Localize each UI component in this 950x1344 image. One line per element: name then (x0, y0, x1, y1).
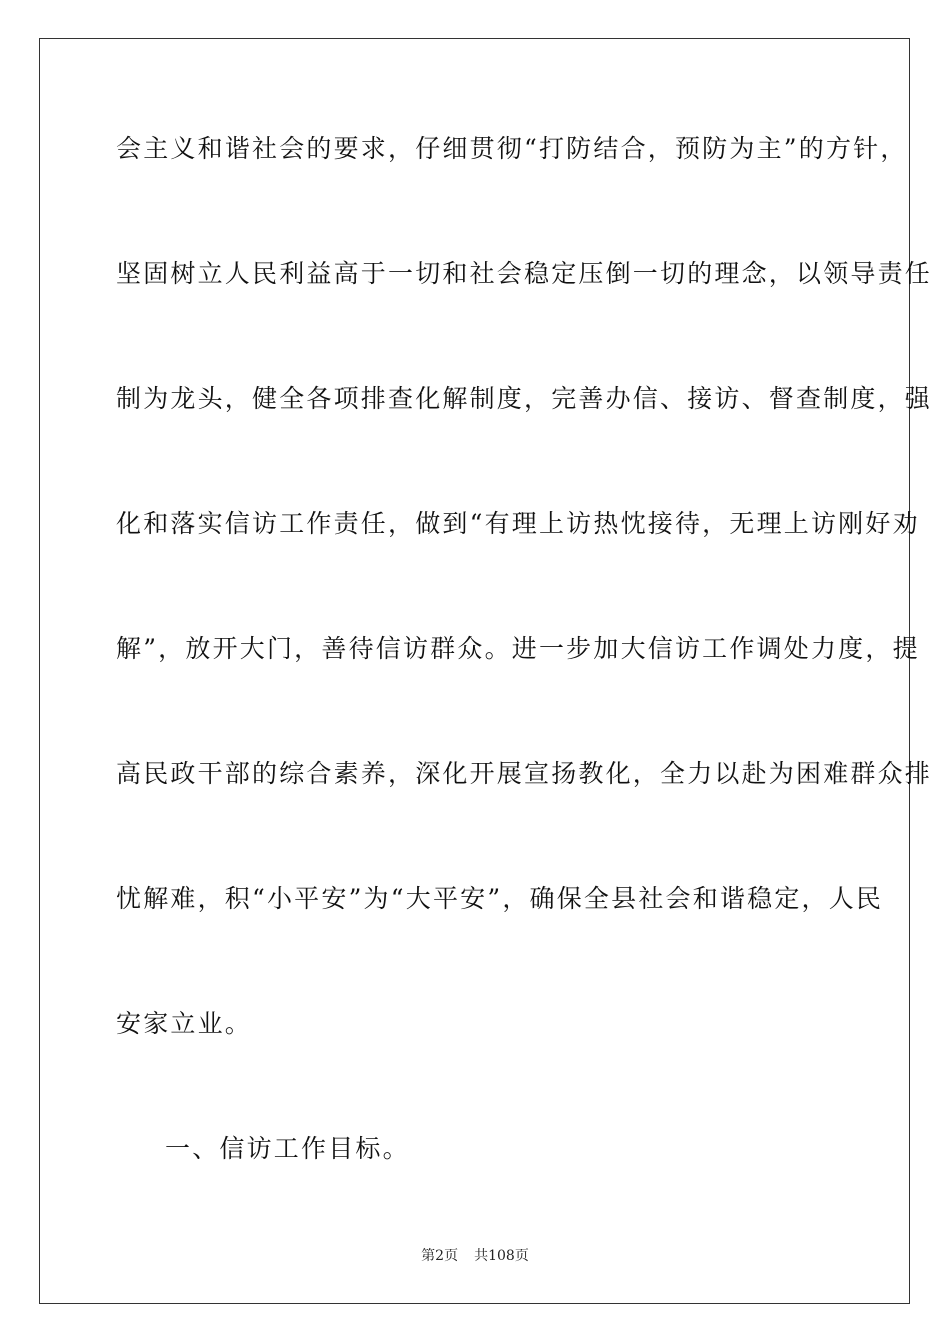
body-text-line: 忧解难，积“小平安”为“大平安”，确保全县社会和谐稳定，人民 (116, 884, 884, 913)
body-text-line: 制为龙头，健全各项排查化解制度，完善办信、接访、督查制度，强 (116, 384, 933, 413)
section-heading: 一、信访工作目标。 (165, 1134, 410, 1163)
body-text-line: 高民政干部的综合素养，深化开展宣扬教化，全力以赴为困难群众排 (116, 759, 933, 788)
page-total: 共108页 (474, 1248, 529, 1264)
page-number: 第2页 (421, 1248, 459, 1264)
page-border (39, 38, 933, 1304)
body-text-line: 化和落实信访工作责任，做到“有理上访热忱接待，无理上访刚好劝 (116, 509, 920, 538)
body-text-line: 安家立业。 (116, 1009, 253, 1038)
body-text-line: 解”，放开大门，善待信访群众。进一步加大信访工作调处力度，提 (116, 634, 920, 663)
body-text-line: 会主义和谐社会的要求，仔细贯彻“打防结合，预防为主”的方针， (116, 134, 908, 163)
page-footer (0, 1247, 950, 1265)
body-text-line: 坚固树立人民利益高于一切和社会稳定压倒一切的理念，以领导责任 (116, 259, 933, 288)
